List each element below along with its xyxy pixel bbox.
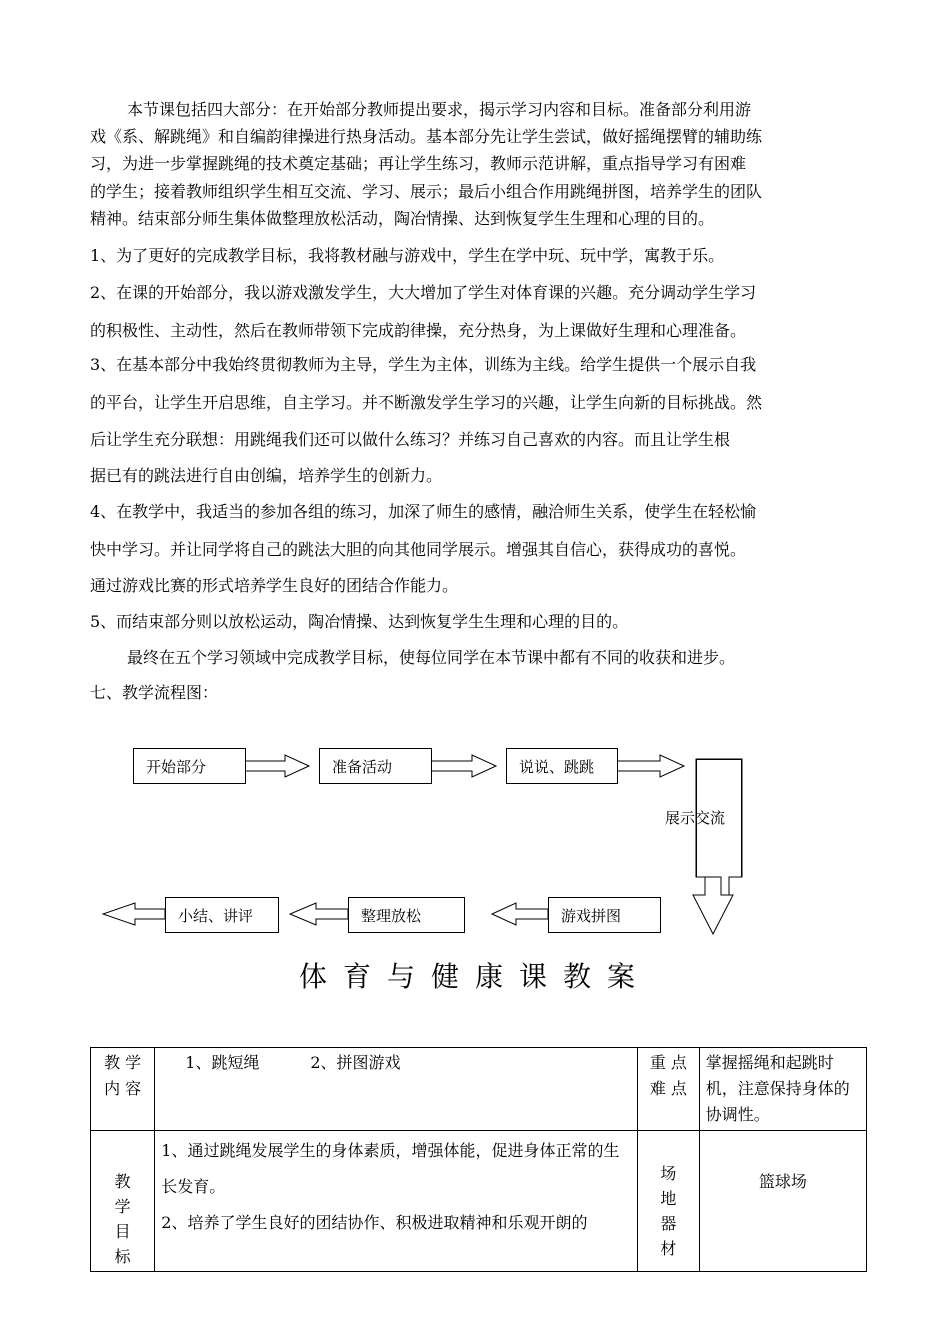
paragraph-line: 4、在教学中，我适当的参加各组的练习，加深了师生的感情，融洽师生关系，使学生在轻松愉 — [90, 502, 757, 521]
paragraph-line: 1、为了更好的完成教学目标，我将教材融与游戏中，学生在学中玩、玩中学，寓教于乐。 — [90, 246, 725, 265]
paragraph-line: 3、在基本部分中我始终贯彻教师为主导，学生为主体，训练为主线。给学生提供一个展示自我 — [90, 355, 757, 374]
paragraph-line: 的积极性、主动性，然后在教师带领下完成韵律操，充分热身，为上课做好生理和心理准备。 — [90, 321, 747, 340]
paragraph-line: 5、而结束部分则以放松运动，陶冶情操、达到恢复学生生理和心理的目的。 — [90, 612, 629, 631]
table-row — [91, 1048, 867, 1131]
paragraph-line: 本节课包括四大部分：在开始部分教师提出要求，揭示学习内容和目标。准备部分利用游 — [127, 100, 752, 119]
paragraph-line: 2、在课的开始部分，我以游戏激发学生，大大增加了学生对体育课的兴趣。充分调动学生学习 — [90, 283, 757, 302]
arrow-right-icon — [431, 755, 496, 777]
arrow-right-icon — [617, 755, 684, 777]
key-point-value: 掌握摇绳和起跳时机，注意保持身体的协调性。 — [699, 1048, 866, 1131]
arrow-left-icon — [103, 903, 165, 925]
paragraph-line: 据已有的跳法进行自由创编，培养学生的创新力。 — [90, 466, 443, 485]
venue-value: 篮球场 — [699, 1131, 866, 1272]
paragraph-line: 后让学生充分联想：用跳绳我们还可以做什么练习？并练习自己喜欢的内容。而且让学生根 — [90, 430, 731, 449]
flow-show-label: 展示交流 — [665, 809, 726, 827]
goal-label: 教 学 目 标 — [91, 1131, 155, 1272]
paragraph-line: 精神。结束部分师生集体做整理放松活动，陶冶情操、达到恢复学生生理和心理的目的。 — [90, 209, 715, 228]
paragraph-line: 的学生；接着教师组织学生相互交流、学习、展示；最后小组合作用跳绳拼图，培养学生的团队 — [90, 182, 763, 201]
paragraph-line: 的平台，让学生开启思维，自主学习。并不断激发学生学习的兴趣，让学生向新的目标挑战。然 — [90, 393, 763, 412]
venue-label: 场 地 器 材 — [638, 1131, 700, 1272]
lesson-plan-table — [90, 1047, 867, 1272]
paragraph-line: 通过游戏比赛的形式培养学生良好的团结合作能力。 — [90, 576, 459, 595]
flow-puzzle-box: 游戏拼图 — [548, 897, 661, 933]
section-heading: 七、教学流程图： — [90, 683, 219, 702]
paragraph-line: 最终在五个学习领域中完成教学目标，使每位同学在本节课中都有不同的收获和进步。 — [127, 648, 736, 667]
content-value: 1、跳短绳 2、拼图游戏 — [155, 1048, 638, 1131]
flow-relax-box: 整理放松 — [348, 897, 465, 933]
flow-prepare-box: 准备活动 — [319, 748, 432, 784]
paragraph-line: 习，为进一步掌握跳绳的技术奠定基础；再让学生练习，教师示范讲解，重点指导学习有困难 — [90, 154, 747, 173]
flow-talk-jump-box: 说说、跳跳 — [506, 748, 618, 784]
page-title: 体育与健康课教案 — [298, 960, 651, 993]
flow-start-box: 开始部分 — [133, 748, 246, 784]
content-label: 教 学 内 容 — [91, 1048, 155, 1131]
paragraph-line: 戏《系、解跳绳》和自编韵律操进行热身活动。基本部分先让学生尝试，做好摇绳摆臂的辅助练 — [90, 127, 763, 146]
arrow-left-icon — [290, 903, 348, 925]
paragraph-line: 快中学习。并让同学将自己的跳法大胆的向其他同学展示。增强其自信心，获得成功的喜悦。 — [90, 540, 747, 559]
arrow-right-icon — [245, 755, 309, 777]
arrow-left-icon — [492, 903, 548, 925]
key-point-label: 重 点 难 点 — [638, 1048, 700, 1131]
table-row — [91, 1131, 867, 1272]
flow-summary-box: 小结、讲评 — [165, 897, 279, 933]
goal-value: 1、通过跳绳发展学生的身体素质，增强体能，促进身体正常的生长发育。 2、培养了学生良好的团结协作、积极进取精神和乐观开朗的 — [155, 1131, 638, 1272]
